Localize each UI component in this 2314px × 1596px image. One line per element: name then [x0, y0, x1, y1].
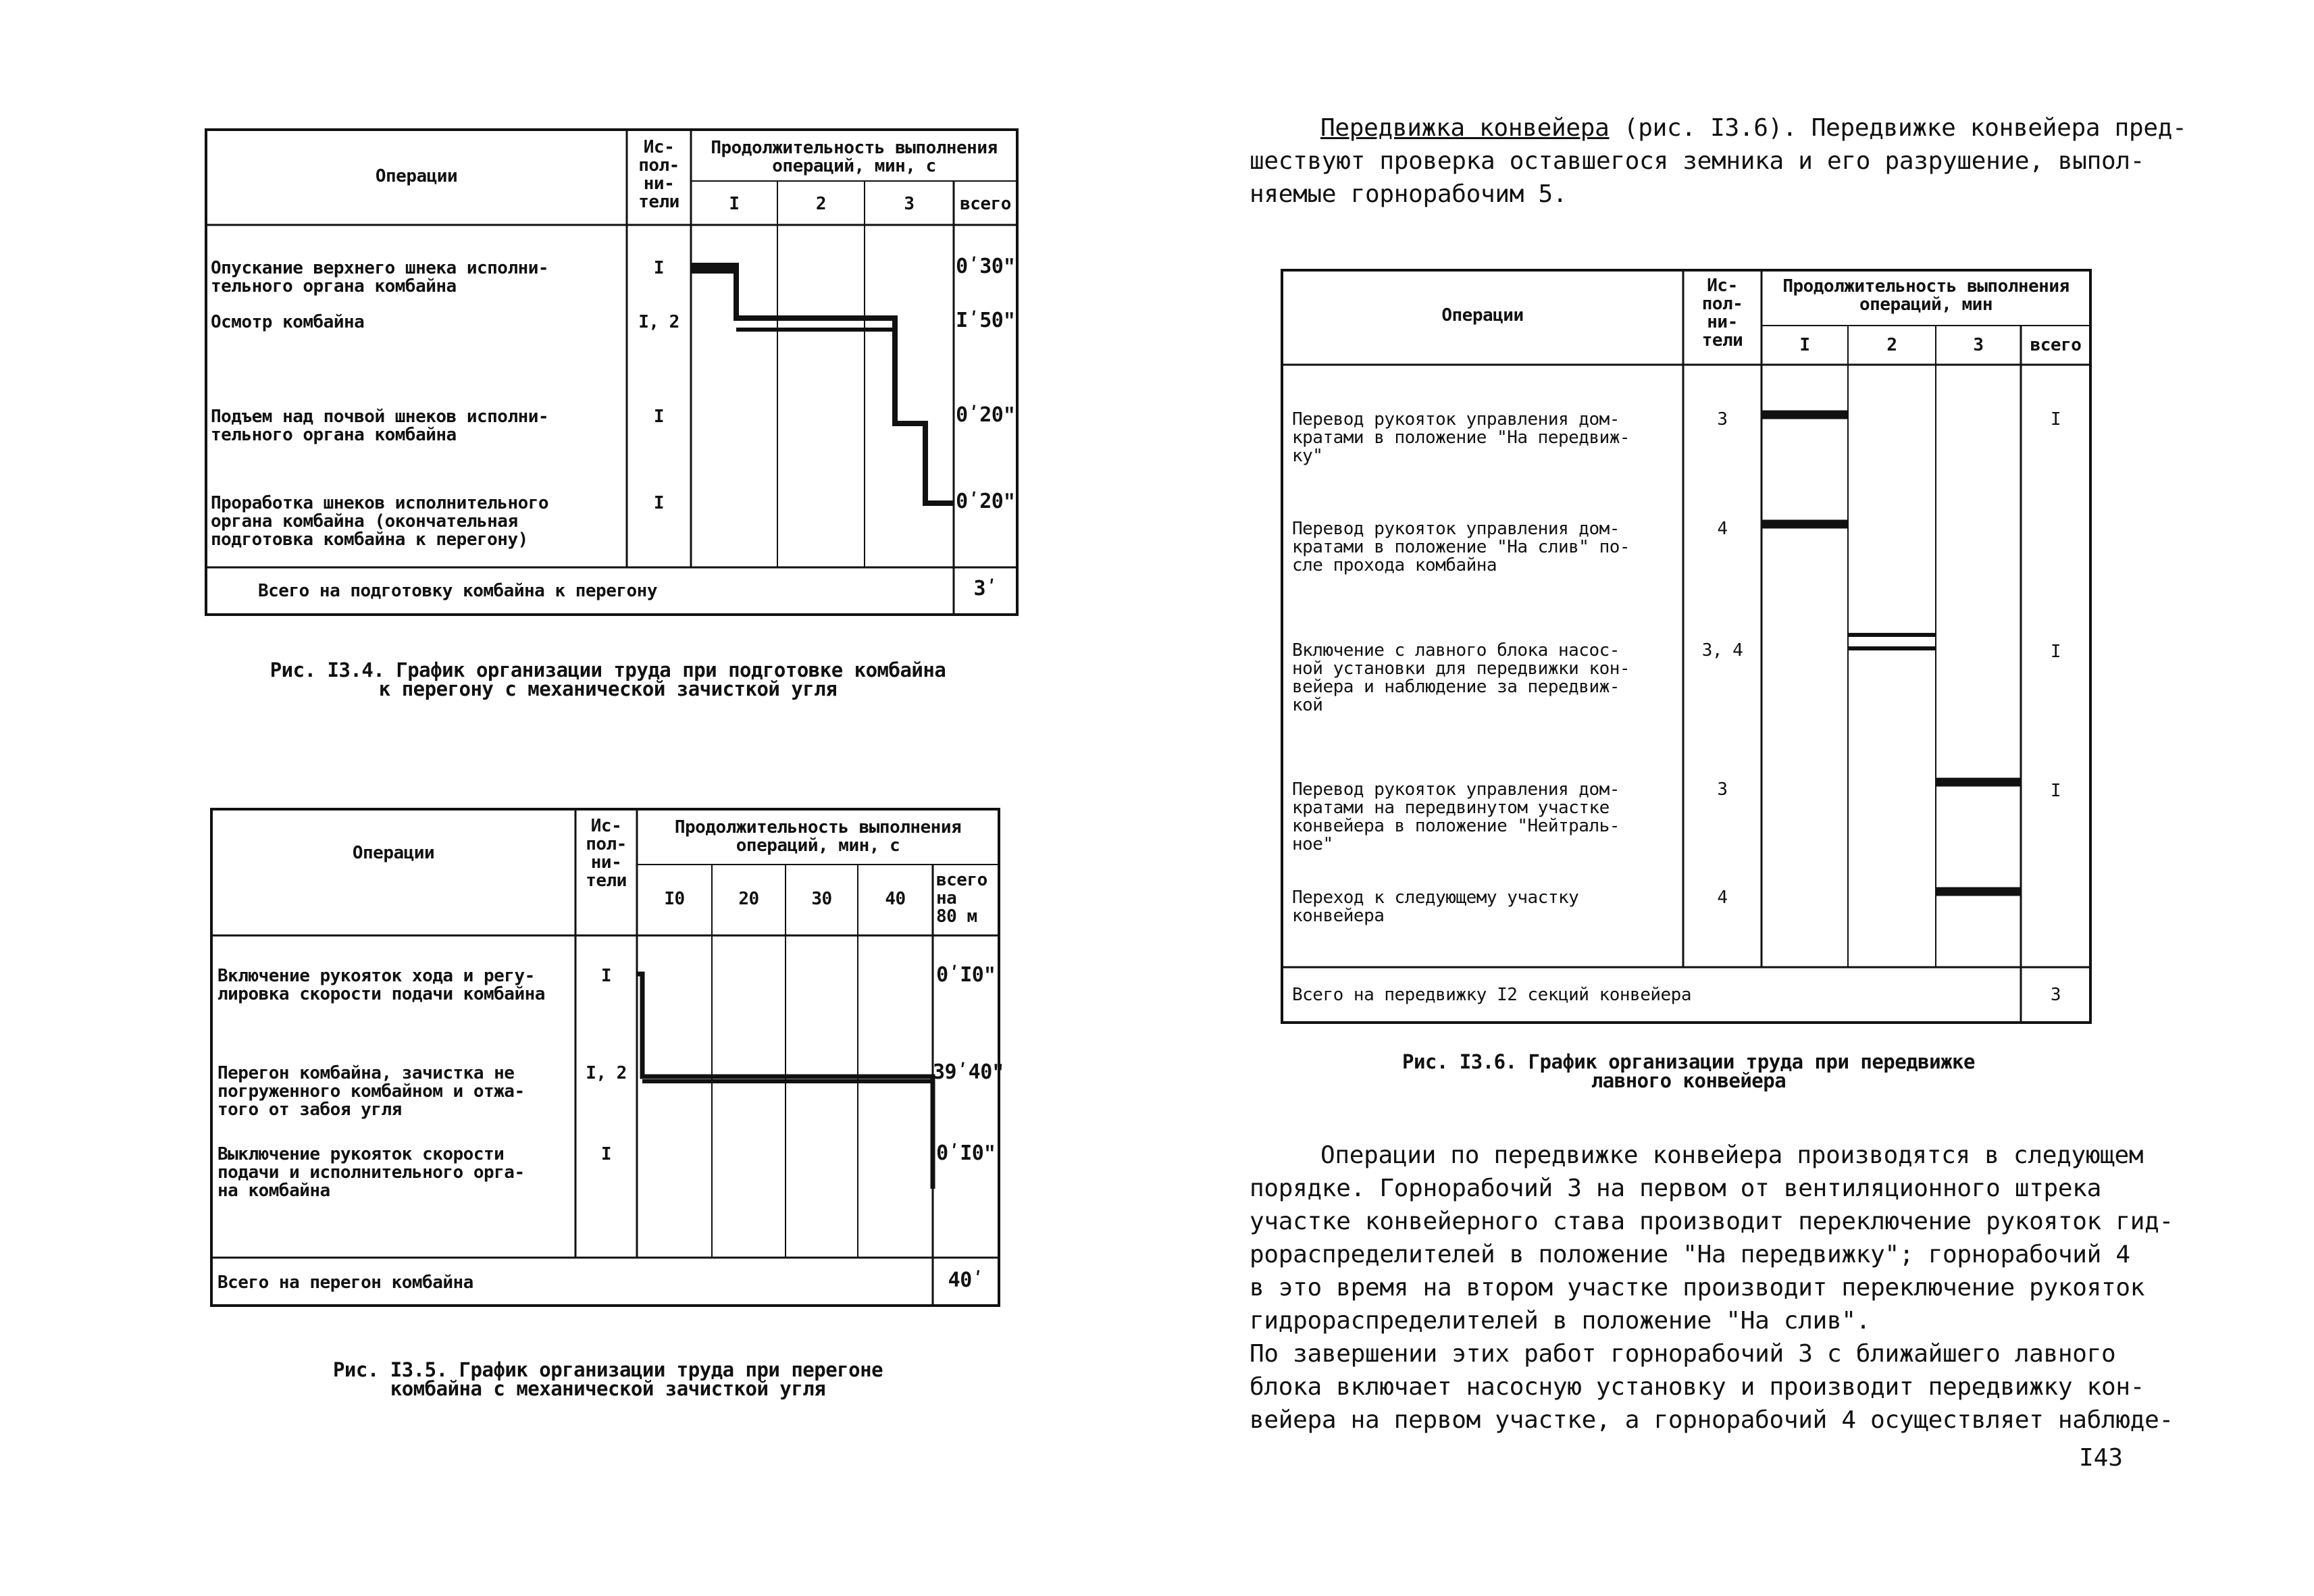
total-value: 39ʹ40ʺ [933, 1060, 1004, 1084]
text-line: рораспределителей в положение "На передвижку"; горнорабочий 4 [1250, 1241, 2130, 1268]
ops-header: Операции [375, 166, 458, 186]
total-value: I [2050, 642, 2061, 662]
section-heading: Передвижка конвейера [1320, 114, 1610, 142]
operation-label: Опускание верхнего шнека исполни- тельного органа комбайна [211, 258, 549, 297]
ops-header: Операции [1441, 305, 1524, 326]
executor-value: 4 [1717, 519, 1728, 539]
total-value: Iʹ50ʺ [956, 309, 1015, 332]
executor-value: I [653, 493, 665, 513]
col-header-3: 30 [811, 889, 832, 909]
executor-value: 3 [1717, 779, 1728, 800]
operation-label: Включение рукояток хода и регу- лировка скорости подачи комбайна [217, 966, 545, 1004]
operation-label: Подъем над почвой шнеков исполни- тельного органа комбайна [211, 407, 549, 445]
operation-label: Переход к следующему участку конвейера [1292, 887, 1579, 926]
total-header: всего на 80 м [936, 870, 987, 927]
executor-value: I [600, 1144, 612, 1164]
operation-label: Включение с лавного блока насос- ной установки для передвижки кон- вейера и наблюдение за передвиж- кой [1292, 640, 1630, 715]
col-header-1: I [729, 194, 740, 214]
executor-value: 4 [1717, 887, 1728, 908]
operation-label: Перевод рукояток управления дом- кратами в положение "На слив" по- сле прохода комбайна [1292, 519, 1630, 575]
footer-label: Всего на передвижку I2 секций конвейера [1292, 985, 1691, 1005]
intro-line-3: няемые горнорабочим 5. [1250, 180, 1568, 208]
footer-value: 40ʹ [948, 1268, 984, 1292]
text-line: Операции по передвижке конвейера производятся в следующем [1320, 1141, 2144, 1169]
total-header: всего [2030, 335, 2082, 355]
col-header-1: I0 [664, 889, 685, 909]
exec-header: Ис- пол- ни- тели [586, 816, 627, 891]
footer-label: Всего на подготовку комбайна к перегону [258, 581, 657, 601]
ops-header: Операции [352, 843, 435, 863]
text-line: По завершении этих работ горнорабочий 3 с ближайшего лавного [1250, 1340, 2116, 1368]
executor-value: I, 2 [638, 312, 679, 332]
total-value: 0ʹ20ʺ [956, 490, 1015, 513]
total-value: 0ʹI0ʺ [936, 963, 996, 987]
executor-value: I [653, 258, 665, 278]
text-line: вейера на первом участке, а горнорабочий 4 осуществляет наблюде- [1250, 1406, 2174, 1434]
schedule-bars-13-6 [1762, 415, 2021, 892]
text-line: блока включает насосную установку и производит передвижку кон- [1250, 1373, 2145, 1401]
intro-line-2: шествуют проверка оставшегося земника и его разрушение, выпол- [1250, 147, 2145, 175]
footer-value: 3 [2050, 985, 2061, 1005]
text-line: в это время на втором участке производит переключение рукояток [1250, 1274, 2145, 1302]
col-header-3: 3 [904, 194, 915, 214]
col-header-2: 2 [1886, 335, 1897, 355]
col-header-4: 40 [885, 889, 906, 909]
operation-label: Перевод рукояток управления дом- кратами на передвинутом участке конвейера в положение "Нейтраль- ное" [1292, 779, 1620, 854]
col-header-2: 2 [815, 194, 827, 214]
page-number: I43 [2079, 1444, 2124, 1472]
operation-label: Выключение рукояток скорости подачи и исполнительного орга- на комбайна [217, 1144, 525, 1201]
total-value: 0ʹ30ʺ [956, 255, 1015, 278]
operation-label: Перевод рукояток управления дом- кратами в положение "На передвиж- ку" [1292, 409, 1630, 466]
text-line: порядке. Горнорабочий 3 на первом от вентиляционного штрека [1250, 1175, 2102, 1202]
figure-caption: Рис. I3.4. График организации труда при подготовке комбайна к перегону с механической зачисткой угля [269, 659, 946, 700]
footer-label: Всего на перегон комбайна [217, 1272, 473, 1293]
footer-value: 3ʹ [973, 577, 998, 600]
executor-value: 3, 4 [1701, 640, 1743, 661]
total-value: 0ʹ20ʺ [956, 403, 1015, 427]
executor-value: I [600, 966, 612, 986]
total-value: 0ʹI0ʺ [936, 1141, 996, 1165]
col-header-1: I [1799, 335, 1810, 355]
col-header-2: 20 [738, 889, 759, 909]
duration-header: Продолжительность выполнения операций, мин [1782, 276, 2069, 315]
operation-label: Осмотр комбайна [211, 312, 365, 332]
intro-line-1: Передвижка конвейера (рис. I3.6). Передвижке конвейера пред- [1320, 114, 2187, 142]
text-line: гидрораспределителей в положение "На слив". [1250, 1307, 1871, 1335]
executor-value: I [653, 407, 665, 427]
duration-header: Продолжительность выполнения операций, мин, с [674, 817, 962, 856]
figure-caption: Рис. I3.5. График организации труда при перегоне комбайна с механической зачисткой угля [332, 1358, 883, 1400]
executor-value: 3 [1717, 409, 1728, 430]
duration-header: Продолжительность выполнения операций, мин, с [711, 138, 998, 176]
operation-label: Проработка шнеков исполнительного органа комбайна (окончательная подготовка комбайна к перегону) [211, 493, 549, 550]
total-header: всего [960, 194, 1011, 214]
exec-header: Ис- пол- ни- тели [638, 137, 679, 212]
text-line: участке конвейерного става производит переключение рукояток гид- [1250, 1208, 2174, 1235]
figure-caption: Рис. I3.6. График организации труда при передвижке лавного конвейера [1402, 1050, 1975, 1092]
exec-header: Ис- пол- ни- тели [1701, 276, 1743, 351]
col-header-3: 3 [1973, 335, 1984, 355]
total-value: I [2050, 409, 2061, 430]
total-value: I [2050, 781, 2061, 801]
executor-value: I, 2 [586, 1063, 627, 1083]
operation-label: Перегон комбайна, зачистка не погруженного комбайном и отжа- того от забоя угля [217, 1063, 525, 1120]
